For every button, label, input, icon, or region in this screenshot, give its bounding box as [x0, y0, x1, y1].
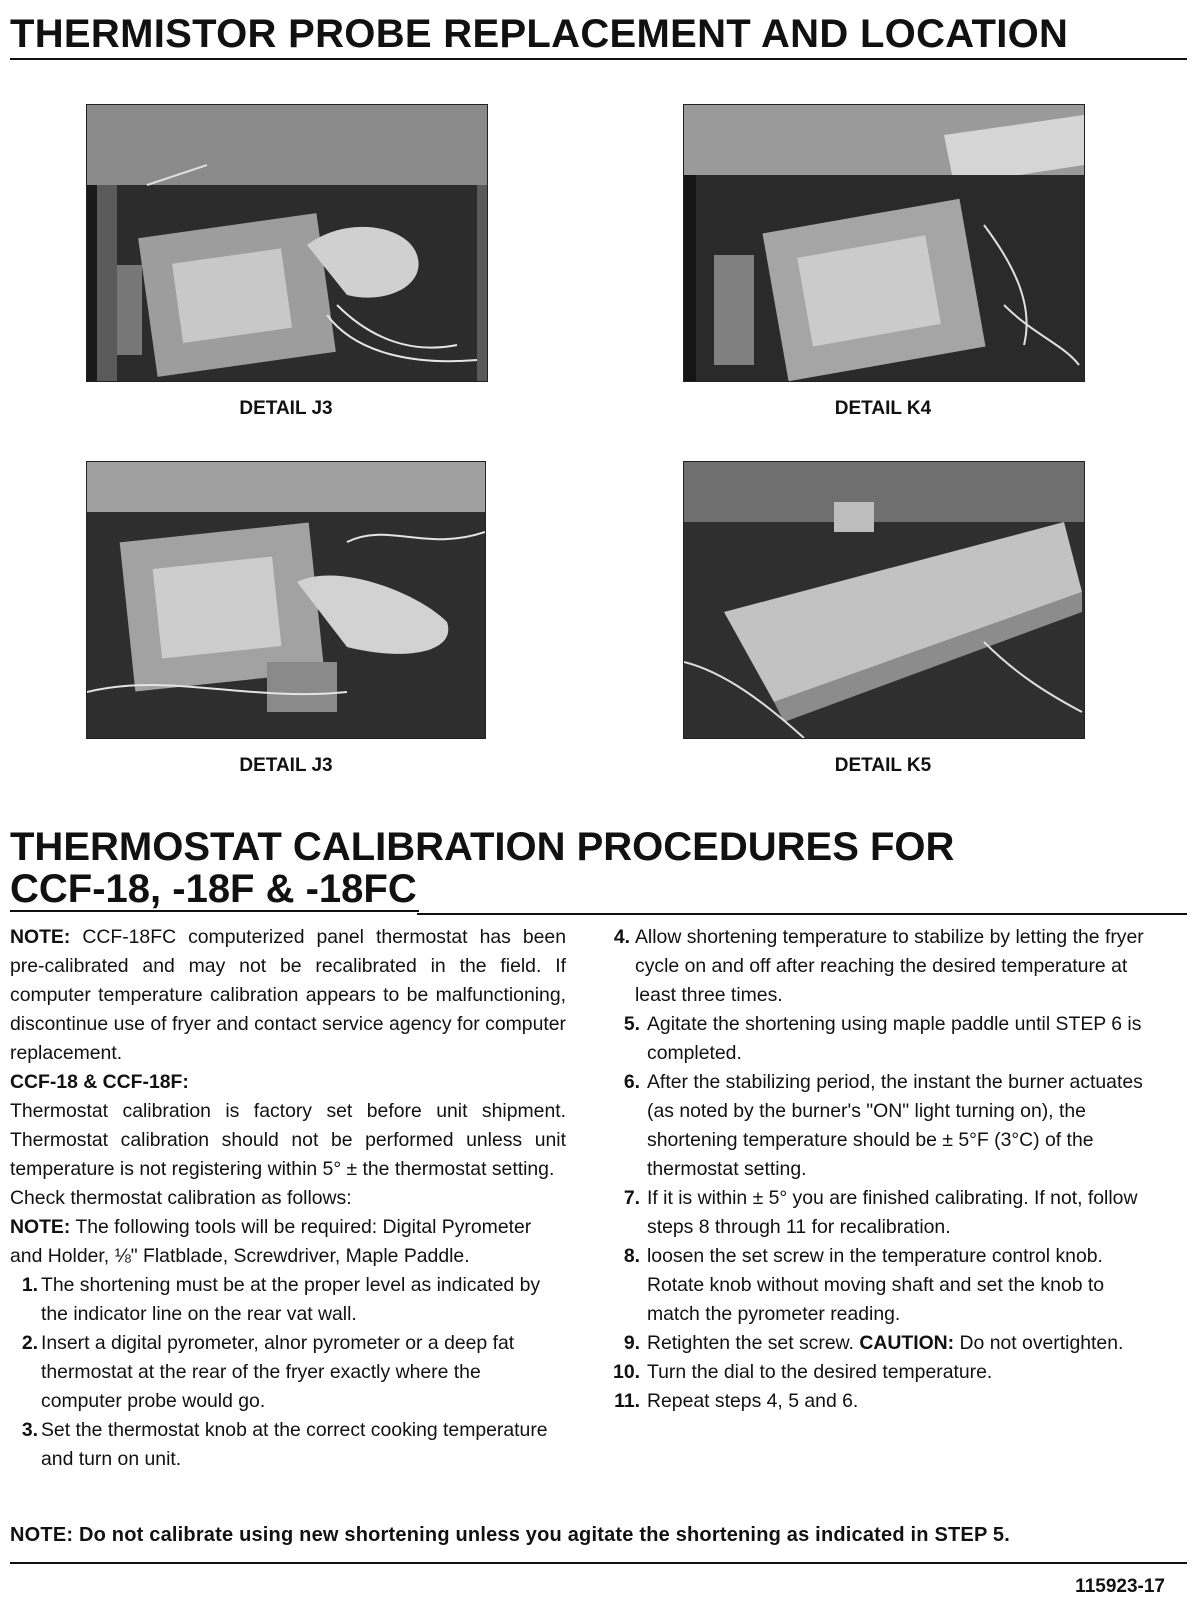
- note-label: NOTE:: [10, 1216, 71, 1238]
- step-number: 5.: [623, 1013, 640, 1035]
- title-rule: [10, 58, 1187, 60]
- step-text: Set the thermostat knob at the correct cooking temperature and turn on unit.: [41, 1419, 548, 1470]
- page-title: THERMISTOR PROBE REPLACEMENT AND LOCATION: [10, 12, 1069, 56]
- step-text-part: Retighten the set screw.: [647, 1332, 860, 1354]
- step-text: loosen the set screw in the temperature control knob. Rotate knob without moving shaft and set the knob to match the pyrometer reading.: [647, 1245, 1105, 1325]
- steps-list-right: [600, 923, 1160, 1416]
- detail-caption: DETAIL K5: [834, 755, 932, 776]
- step-text-part: Do not overtighten.: [954, 1332, 1124, 1354]
- step-item: [10, 1271, 566, 1329]
- tools-note: [10, 1213, 566, 1271]
- document-number: 115923-17: [1075, 1576, 1165, 1597]
- step-item: [600, 1329, 1160, 1358]
- detail-caption: DETAIL K4: [834, 398, 932, 419]
- section-title: [10, 826, 954, 912]
- note-text: CCF-18FC computerized panel thermostat has been pre-calibrated and may not be recalibrated in the field. If computer temperature calibration appears to be malfunctioning, discontinue use of fryer and contact service agency for computer replacement.: [10, 926, 566, 1064]
- section-title-line2: CCF-18, -18F & -18FC: [10, 867, 417, 911]
- left-column: [10, 923, 566, 1474]
- step-text: If it is within ± 5° you are finished calibrating. If not, follow steps 8 through 11 for recalibration.: [647, 1187, 1138, 1238]
- detail-caption: DETAIL J3: [239, 398, 333, 419]
- step-number: 8.: [623, 1245, 640, 1267]
- step-item: [600, 1010, 1160, 1068]
- footer-rule: [10, 1562, 1187, 1564]
- detail-k4-photo: [683, 104, 1085, 382]
- step-number: 6.: [623, 1071, 640, 1093]
- step-number: 2.: [21, 1332, 38, 1354]
- step-number: 11.: [614, 1390, 640, 1412]
- note-label: NOTE:: [10, 926, 71, 948]
- computer-note: [10, 923, 566, 1068]
- check-paragraph: Check thermostat calibration as follows:: [10, 1187, 352, 1209]
- step-number: 1.: [21, 1274, 38, 1296]
- footer-note: NOTE: Do not calibrate using new shortening unless you agitate the shortening as indicated in STEP 5.: [10, 1524, 1010, 1546]
- factory-set-paragraph: Thermostat calibration is factory set before unit shipment. Thermostat calibration should not be performed unless unit temperature is not registering within 5° ± the thermostat setting.: [10, 1100, 566, 1180]
- step-number: 10.: [613, 1361, 640, 1383]
- step-item: [600, 1068, 1160, 1184]
- detail-j3-photo-bottom: [86, 461, 486, 739]
- step-number: 7.: [623, 1187, 640, 1209]
- step-text: Agitate the shortening using maple paddle until STEP 6 is completed.: [647, 1013, 1142, 1064]
- note-text: The following tools will be required: Digital Pyrometer and Holder, ⅛" Flatblade, Screwdriver, Maple Paddle.: [10, 1216, 532, 1267]
- step-item: [10, 1329, 566, 1416]
- step-text: [647, 1329, 1160, 1358]
- detail-k5-photo: [683, 461, 1085, 739]
- detail-caption: DETAIL J3: [239, 755, 333, 776]
- section-title-line1: THERMOSTAT CALIBRATION PROCEDURES FOR: [10, 825, 955, 869]
- step-text: Repeat steps 4, 5 and 6.: [647, 1390, 859, 1412]
- step-number: 3.: [21, 1419, 38, 1441]
- step-text: Turn the dial to the desired temperature.: [647, 1361, 993, 1383]
- subheading: CCF-18 & CCF-18F:: [10, 1071, 189, 1093]
- step-item: [10, 1416, 566, 1474]
- step-item: [600, 1387, 1160, 1416]
- section-rule: [417, 913, 1187, 915]
- step-item: [600, 1242, 1160, 1329]
- step-text: The shortening must be at the proper level as indicated by the indicator line on the rear vat wall.: [41, 1274, 541, 1325]
- step-number: 9.: [623, 1332, 640, 1354]
- step-item: [600, 923, 1160, 1010]
- step-text: Insert a digital pyrometer, alnor pyrometer or a deep fat thermostat at the rear of the fryer exactly where the computer probe would go.: [41, 1332, 515, 1412]
- step-item: [600, 1184, 1160, 1242]
- step-number: 4.: [613, 926, 630, 948]
- step-text: After the stabilizing period, the instant the burner actuates (as noted by the burner's "ON" light turning on), the shortening temperature should be ± 5°F (3°C) of the thermostat setting.: [647, 1071, 1143, 1180]
- right-column: [600, 923, 1160, 1416]
- steps-list-left: [10, 1271, 566, 1474]
- detail-j3-photo-top: [86, 104, 488, 382]
- caution-label: CAUTION:: [859, 1332, 955, 1354]
- step-item: [600, 1358, 1160, 1387]
- step-text: Allow shortening temperature to stabilize by letting the fryer cycle on and off after reaching the desired temperature at least three times.: [635, 926, 1144, 1006]
